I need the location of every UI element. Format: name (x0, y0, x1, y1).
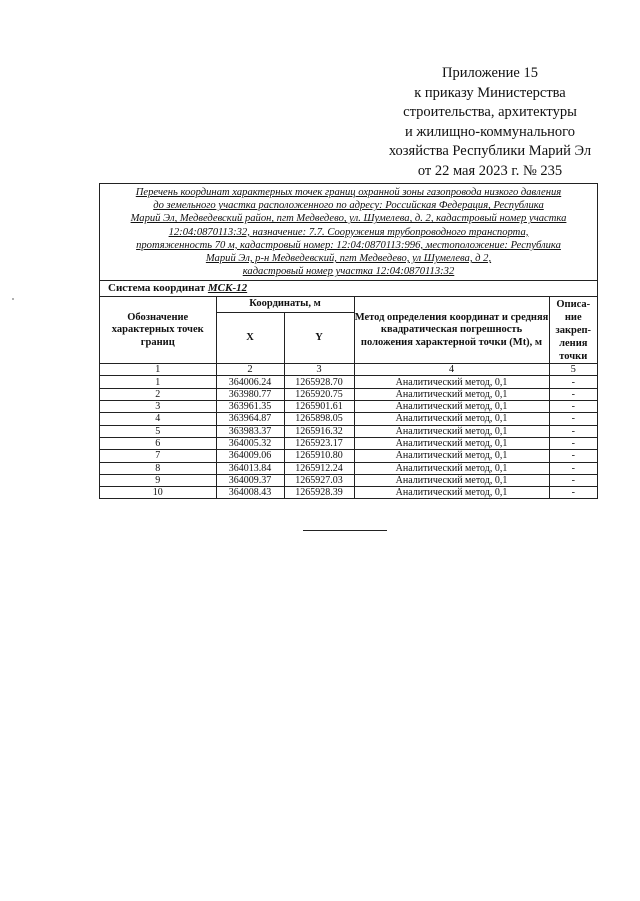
x-coordinate: 364005.32 (216, 437, 284, 449)
method-value: Аналитический метод, 0,1 (354, 474, 549, 486)
header-line: к приказу Министерства (414, 84, 566, 101)
header-line: от 22 мая 2023 г. № 235 (417, 162, 563, 179)
header-x: X (216, 312, 284, 364)
y-coordinate: 1265927.03 (284, 474, 354, 486)
point-number: 7 (100, 450, 216, 462)
column-number: 3 (284, 364, 354, 376)
coordinates-table (100, 296, 597, 498)
title-line: 12:04:0870113:32, назначение: 7.7. Сооружения трубопроводного транспорта, (168, 226, 529, 238)
column-number: 4 (354, 364, 549, 376)
header-method: Метод определения координат и средняя квадратическая погрешность положения характерной точки (Mt), м (354, 297, 549, 364)
header-line: и жилищно-коммунального (404, 123, 576, 140)
description-value: - (549, 425, 597, 437)
y-coordinate: 1265901.61 (284, 401, 354, 413)
method-value: Аналитический метод, 0,1 (354, 425, 549, 437)
x-coordinate: 363983.37 (216, 425, 284, 437)
table-row (100, 474, 597, 486)
method-value: Аналитический метод, 0,1 (354, 437, 549, 449)
table-row (100, 425, 597, 437)
y-coordinate: 1265923.17 (284, 437, 354, 449)
description-value: - (549, 413, 597, 425)
description-value: - (549, 450, 597, 462)
description-value: - (549, 401, 597, 413)
coordinate-system (100, 280, 597, 296)
point-number: 10 (100, 487, 216, 499)
method-value: Аналитический метод, 0,1 (354, 487, 549, 499)
y-coordinate: 1265920.75 (284, 388, 354, 400)
table-row (100, 376, 597, 388)
x-coordinate: 363980.77 (216, 388, 284, 400)
header-coordinates: Координаты, м (216, 297, 354, 312)
coordinate-system-label: Система координат (108, 282, 206, 295)
x-coordinate: 363964.87 (216, 413, 284, 425)
title-line: Марий Эл, Медведевский район, пгт Медведево, ул. Шумелева, д. 2, кадастровый номер участка (130, 213, 567, 225)
x-coordinate: 364009.06 (216, 450, 284, 462)
method-value: Аналитический метод, 0,1 (354, 401, 549, 413)
table-row (100, 437, 597, 449)
x-coordinate: 364009.37 (216, 474, 284, 486)
header-y: Y (284, 312, 354, 364)
y-coordinate: 1265928.70 (284, 376, 354, 388)
header-line: хозяйства Республики Марий Эл (388, 143, 592, 159)
description-value: - (549, 437, 597, 449)
x-coordinate: 364008.43 (216, 487, 284, 499)
x-coordinate: 364013.84 (216, 462, 284, 474)
y-coordinate: 1265910.80 (284, 450, 354, 462)
method-value: Аналитический метод, 0,1 (354, 462, 549, 474)
header-line: строительства, архитектуры (403, 104, 577, 120)
description-value: - (549, 487, 597, 499)
coordinate-system-value: МСК-12 (207, 282, 248, 295)
scan-speck (12, 298, 14, 300)
point-number: 5 (100, 425, 216, 437)
x-coordinate: 363961.35 (216, 401, 284, 413)
title-line: до земельного участка расположенного по адресу: Российская Федерация, Республика (153, 200, 544, 212)
y-coordinate: 1265898.05 (284, 413, 354, 425)
method-value: Аналитический метод, 0,1 (354, 388, 549, 400)
point-number: 8 (100, 462, 216, 474)
method-value: Аналитический метод, 0,1 (354, 376, 549, 388)
column-number: 2 (216, 364, 284, 376)
title-line: Марий Эл, р-н Медведевский, пгт Медведево, ул Шумелева, д 2, (205, 253, 492, 265)
point-number: 3 (100, 401, 216, 413)
description-value: - (549, 388, 597, 400)
coordinates-document (99, 183, 598, 499)
point-number: 9 (100, 474, 216, 486)
header-description: Описа-ние закреп-ления точки (549, 297, 597, 364)
y-coordinate: 1265912.24 (284, 462, 354, 474)
document-title (100, 184, 597, 280)
y-coordinate: 1265916.32 (284, 425, 354, 437)
y-coordinate: 1265928.39 (284, 487, 354, 499)
table-row (100, 462, 597, 474)
column-number: 5 (549, 364, 597, 376)
method-value: Аналитический метод, 0,1 (354, 413, 549, 425)
table-row (100, 388, 597, 400)
header-line: Приложение 15 (442, 65, 538, 81)
description-value: - (549, 376, 597, 388)
description-value: - (549, 462, 597, 474)
header-designation: Обозначение характерных точек границ (100, 297, 216, 364)
title-line: протяженность 70 м, кадастровый номер: 12:04:0870113:996, местоположение: Республика (136, 239, 561, 251)
appendix-header (370, 64, 610, 181)
closing-rule (303, 530, 387, 531)
point-number: 2 (100, 388, 216, 400)
description-value: - (549, 474, 597, 486)
column-numbers-row (100, 364, 597, 376)
table-row (100, 413, 597, 425)
title-line: Перечень координат характерных точек границ охранной зоны газопровода низкого давления (135, 187, 562, 198)
table-row (100, 487, 597, 499)
table-row (100, 401, 597, 413)
point-number: 4 (100, 413, 216, 425)
column-number: 1 (100, 364, 216, 376)
table-row (100, 450, 597, 462)
title-line: кадастровый номер участка 12:04:0870113:32 (242, 266, 455, 278)
x-coordinate: 364006.24 (216, 376, 284, 388)
method-value: Аналитический метод, 0,1 (354, 450, 549, 462)
point-number: 6 (100, 437, 216, 449)
point-number: 1 (100, 376, 216, 388)
